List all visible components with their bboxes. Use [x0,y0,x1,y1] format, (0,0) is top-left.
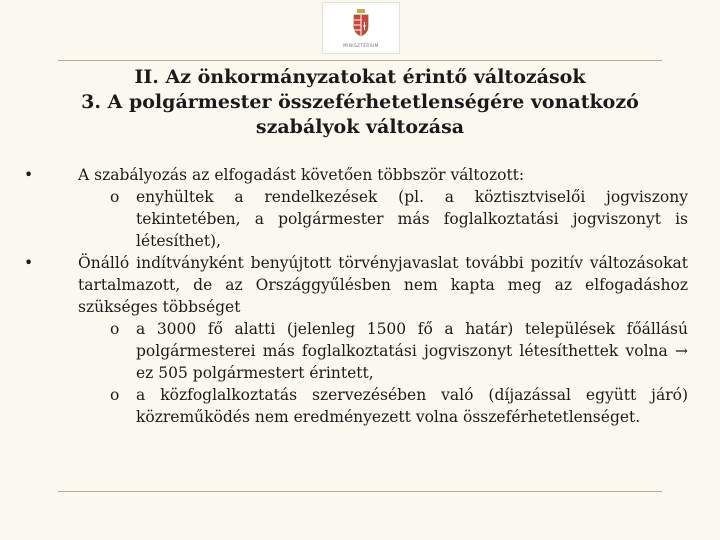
header-rule [58,60,662,61]
slide-title [40,65,680,140]
logo-caption: MINISZTÉRIUM [343,43,379,48]
list-item [24,186,688,252]
list-item [24,384,688,428]
bullet-text: Önálló indítványként benyújtott törvényjavaslat további pozitív változásokat tartalmazott, de az Országgyűlésben nem kapta meg az elfogadáshoz szükséges többséget [78,254,688,316]
slide-body [24,164,688,428]
bullet-text: A szabályozás az elfogadást követően többször változott: [78,166,525,184]
title-line-1: II. Az önkormányzatokat érintő változások [134,66,586,88]
bullet-marker: • [24,254,34,272]
sub-bullet-text: a 3000 fő alatti (jelenleg 1500 fő a határ) települések főállású polgármesterei más foglalkoztatási jogviszonyt létesíthettek volna → ez 505 polgármestert érintett, [136,320,688,382]
coat-of-arms-icon [351,8,371,38]
sub-bullet-marker: o [110,386,120,404]
title-line-2: 3. A polgármester összeférhetetlenségére vonatkozó [81,91,639,113]
list-item [24,318,688,384]
title-line-3: szabályok változása [255,116,465,138]
list-item [24,252,688,318]
sub-bullet-text: enyhültek a rendelkezések (pl. a köztisztviselői jogviszony tekintetében, a polgármester más foglalkoztatási jogviszonyt is létesíthet), [136,188,688,250]
sub-bullet-text: a közfoglalkoztatás szervezésében való (díjazással együtt járó) közreműködés nem eredményezett volna összeférhetetlenséget. [136,386,688,426]
ministry-logo [322,2,400,54]
sub-bullet-marker: o [110,320,120,338]
sub-bullet-marker: o [110,188,120,206]
footer-rule [58,491,662,492]
bullet-marker: • [24,166,34,184]
list-item [24,164,688,186]
